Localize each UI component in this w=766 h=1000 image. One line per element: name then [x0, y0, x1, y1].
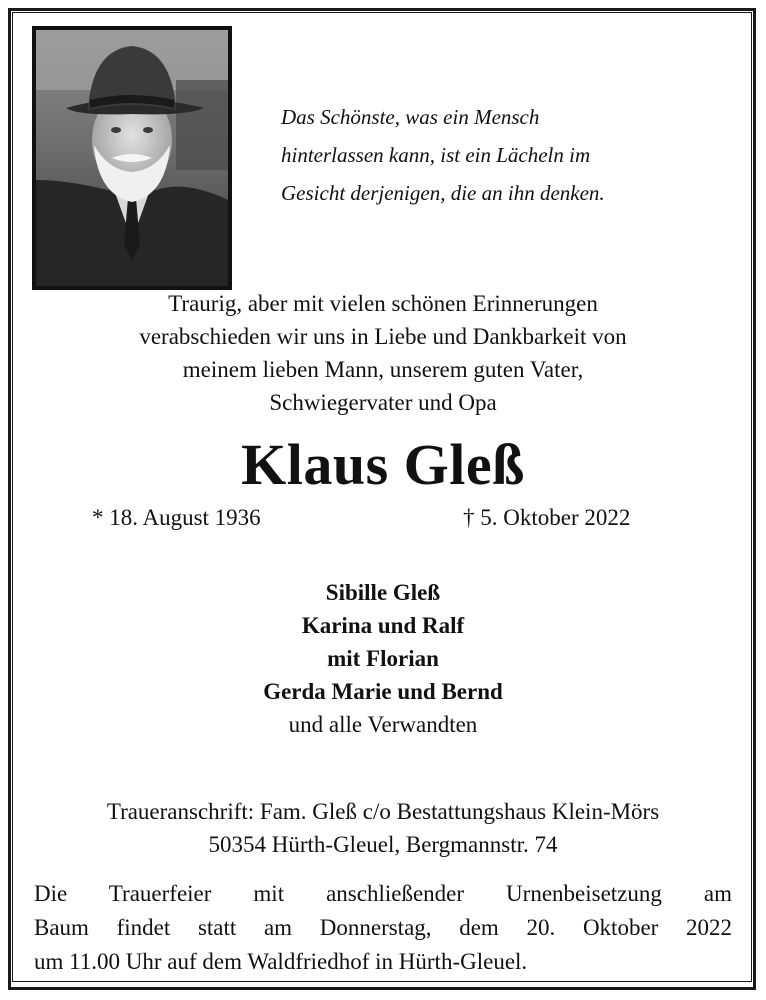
intro-line: Traurig, aber mit vielen schönen Erinnerungen: [168, 291, 598, 316]
intro-line: meinem lieben Mann, unserem guten Vater,: [182, 357, 584, 382]
birth-date: * 18. August 1936: [92, 505, 261, 530]
address-line-1: Traueranschrift: Fam. Gleß c/o Bestattungshaus Klein-Mörs: [106, 799, 660, 824]
family-name: Karina und Ralf: [301, 613, 465, 638]
family-name: Sibille Gleß: [325, 580, 441, 605]
intro-line: verabschieden wir uns in Liebe und Dankbarkeit von: [139, 324, 627, 349]
family-name: mit Florian: [327, 646, 439, 671]
family-name: Gerda Marie und Bernd: [263, 679, 503, 704]
portrait-photo: [32, 26, 232, 290]
deceased-name: Klaus Gleß: [241, 432, 525, 497]
intro-line: Schwiegervater und Opa: [269, 390, 497, 415]
mourning-address: [0, 795, 766, 861]
death-date: † 5. Oktober 2022: [463, 505, 631, 530]
quote-line: Das Schönste, was ein Mensch: [281, 105, 540, 129]
portrait-image: [36, 30, 228, 286]
funeral-service-info: [34, 877, 732, 979]
address-line-2: 50354 Hürth-Gleuel, Bergmannstr. 74: [208, 832, 558, 857]
service-line: um 11.00 Uhr auf dem Waldfriedhof in Hürth-Gleuel.: [34, 949, 528, 974]
memorial-quote: [281, 98, 711, 212]
intro-text: [0, 287, 766, 419]
quote-line: hinterlassen kann, ist ein Lächeln im: [281, 143, 591, 167]
service-line: Baum findet statt am Donnerstag, dem 20. Oktober 2022: [34, 915, 732, 940]
relatives-line: und alle Verwandten: [288, 712, 478, 737]
service-line: Die Trauerfeier mit anschließender Urnenbeisetzung am: [34, 881, 732, 906]
family-signatures: [0, 576, 766, 741]
quote-line: Gesicht derjenigen, die an ihn denken.: [281, 181, 605, 205]
